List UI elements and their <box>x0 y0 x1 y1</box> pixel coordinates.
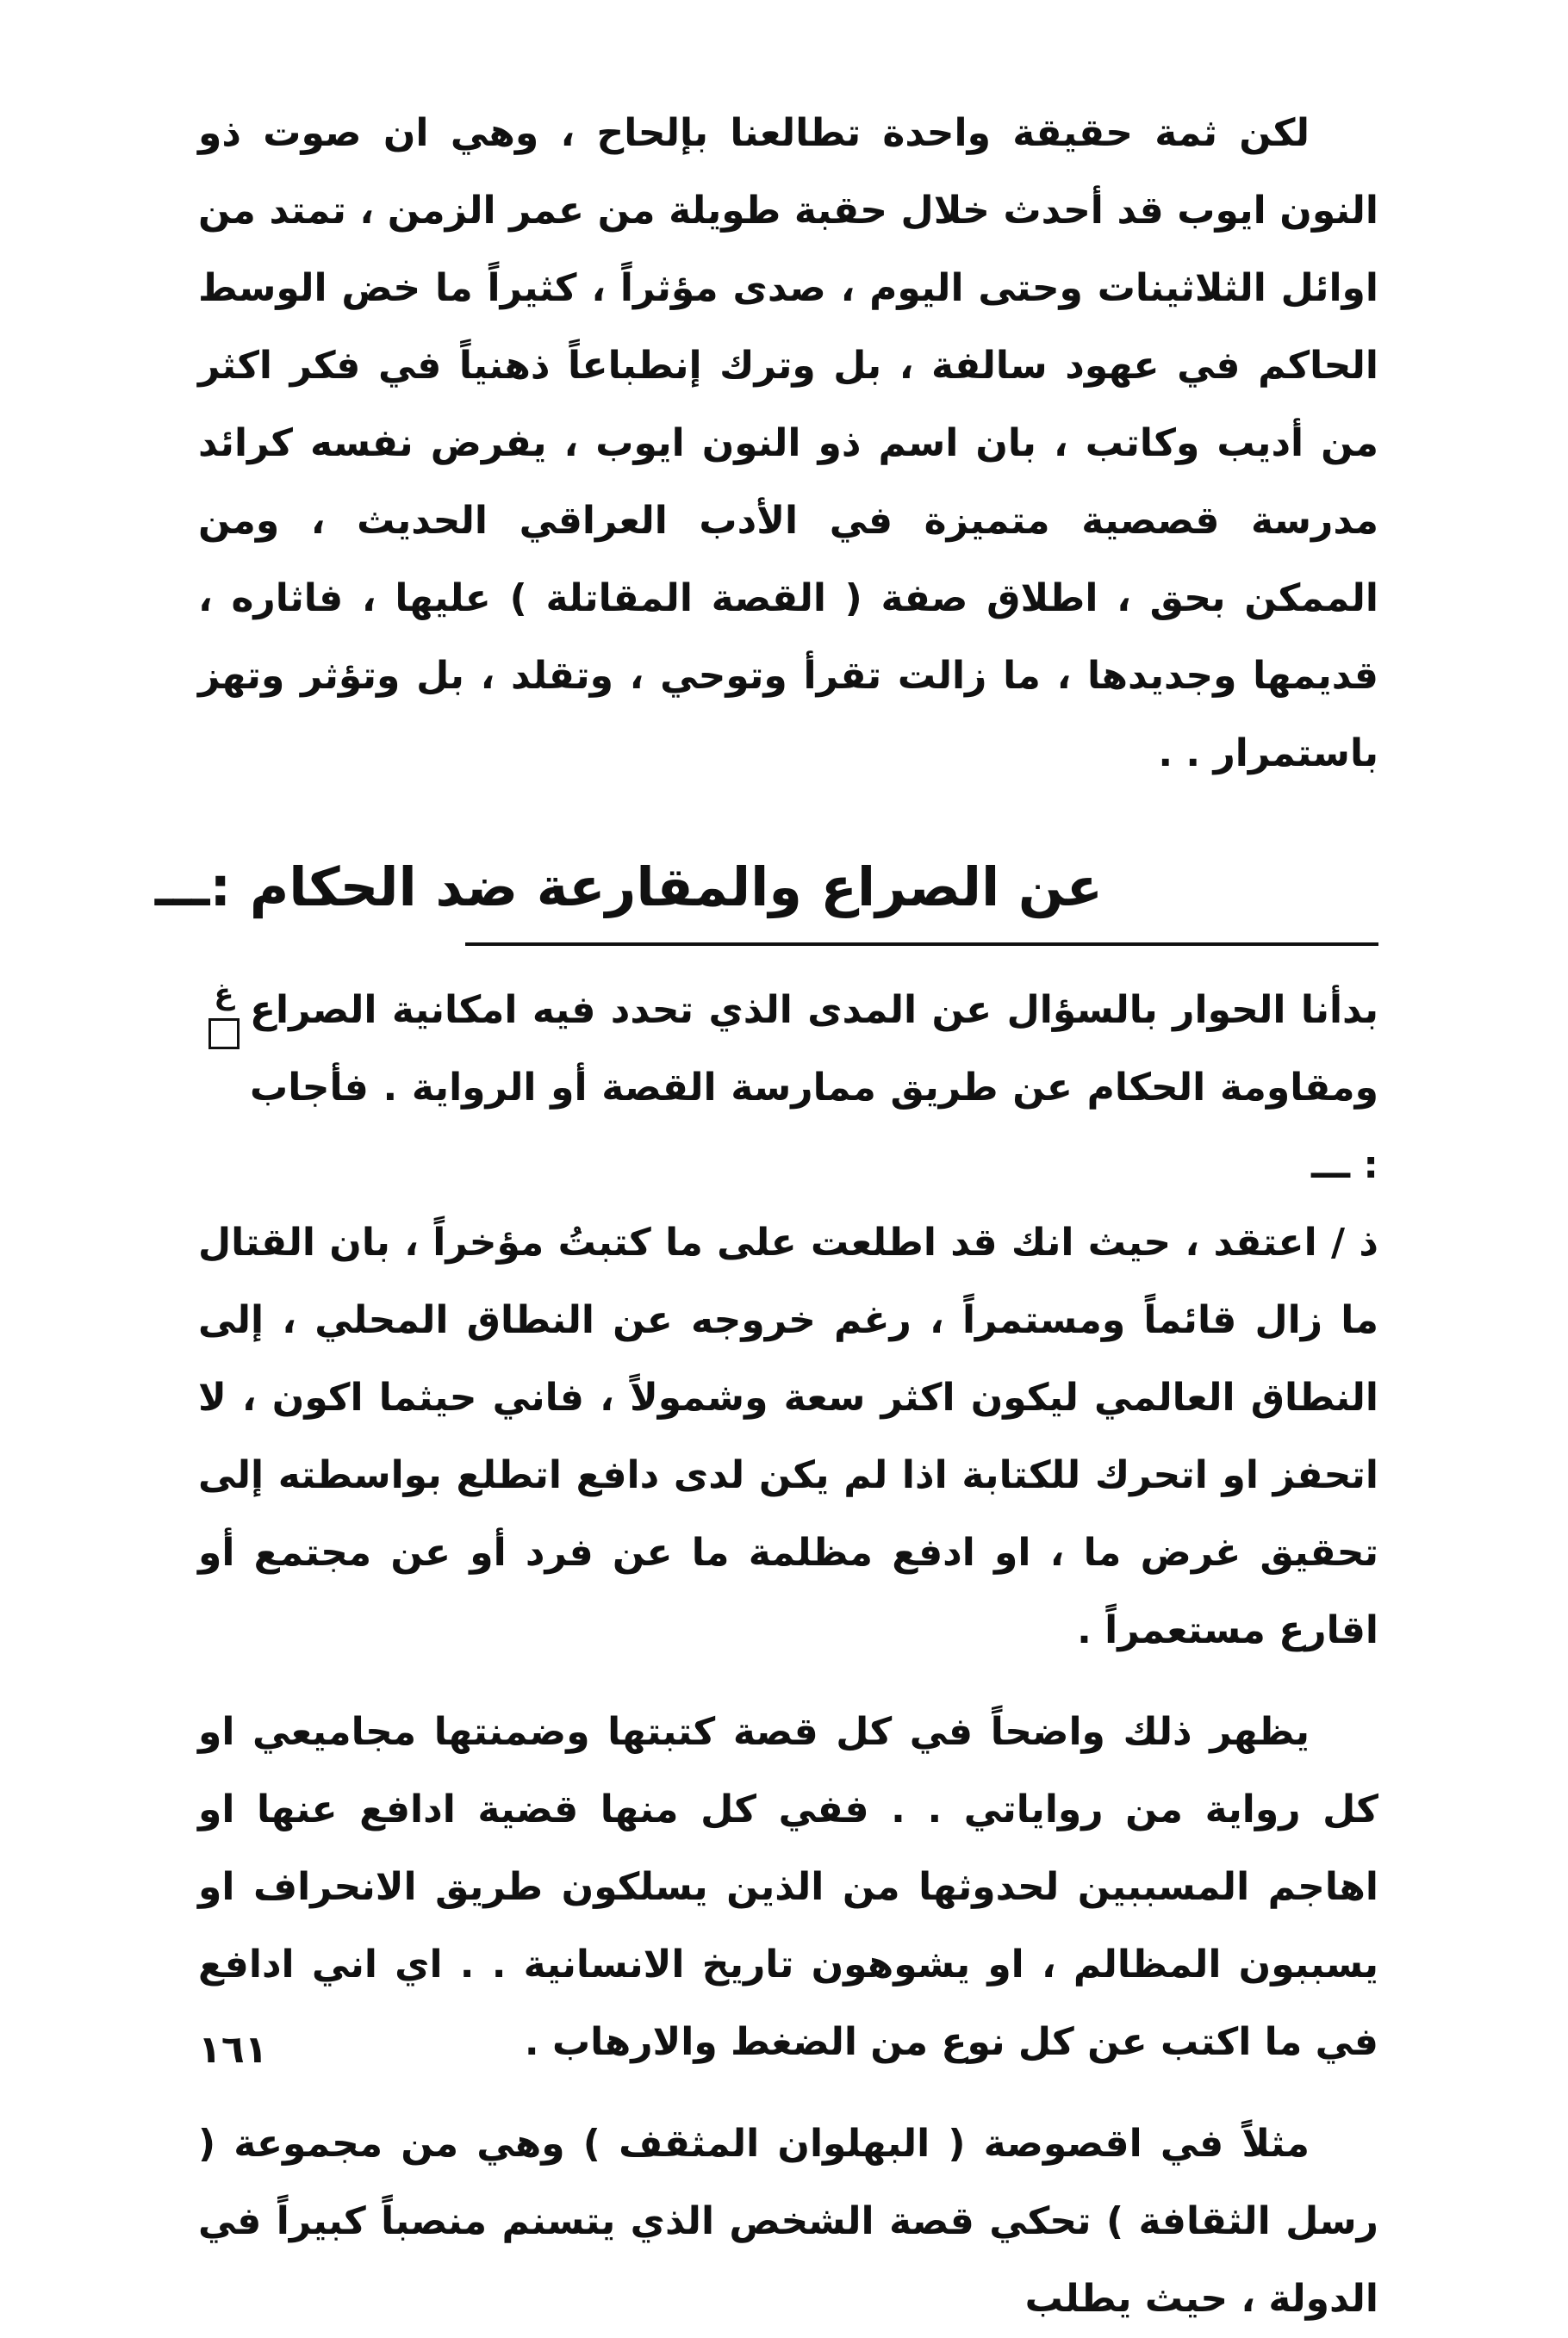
answer-paragraph: ذ / اعتقد ، حيث انك قد اطلعت على ما كتبتُ مؤخراً ، بان القتال ما زال قائماً ومستمراً ، رغم خروجه عن النطاق المحلي ، إلى النطاق العالمي ليكون اكثر سعة وشمولاً ، فاني حيثما اكون ، لا اتحفز او اتحرك للكتابة اذا لم يكن لدى دافع اتطلع بواسطته إلى تحقيق غرض ما ، او ادفع مظلمة ما عن فرد أو عن مجتمع أو اقارع مستعمراً . <box>198 1221 1378 1652</box>
body-paragraph: يظهر ذلك واضحاً في كل قصة كتبتها وضمنتها مجاميعي او كل رواية من رواياتي . . ففي كل منها قضية ادافع عنها او اهاجم المسببين لحدوثها من الذين يسلكون طريق الانحراف او يسببون المظالم ، او يشوهون تاريخ الانسانية . . اي اني ادافع في ما اكتب عن كل نوع من الضغط والارهاب . <box>198 1710 1378 2064</box>
section-heading: عن الصراع والمقارعة ضد الحكام :ـــ <box>154 855 1103 918</box>
body-paragraph: لكن ثمة حقيقة واحدة تطالعنا بإلحاح ، وهي ان صوت ذو النون ايوب قد أحدث خلال حقبة طويلة من عمر الزمن ، تمتد من اوائل الثلاثينات وحتى اليوم ، صدى مؤثراً ، كثيراً ما خض الوسط الحاكم في عهود سالفة ، بل وترك إنطباعاً ذهنياً في فكر اكثر من أديب وكاتب ، بان اسم ذو النون ايوب ، يفرض نفسه كرائد مدرسة قصصية متميزة في الأدب العراقي الحديث ، ومن الممكن بحق ، اطلاق صفة ( القصة المقاتلة ) عليها ، فاثاره ، قديمها وجديدها ، ما زالت تقرأ وتوحي ، وتقلد ، بل وتؤثر وتهز باستمرار . . <box>198 111 1378 775</box>
checkbox-square-icon <box>208 1018 240 1049</box>
question-text: بدأنا الحوار بالسؤال عن المدى الذي تحدد فيه امكانية الصراع ومقاومة الحكام عن طريق ممارسة القصة أو الرواية . فأجاب : ـــ <box>250 988 1378 1187</box>
question-block <box>198 972 1378 1204</box>
question-marker-letter: غ <box>214 977 234 1011</box>
question-marker <box>198 972 250 1049</box>
body-paragraph: مثلاً في اقصوصة ( البهلوان المثقف ) وهي من مجموعة ( رسل الثقافة ) تحكي قصة الشخص الذي يتسنم منصباً كبيراً في الدولة ، حيث يطلب <box>198 2122 1378 2321</box>
page-number: ١٦١ <box>198 2028 268 2072</box>
heading-underline <box>465 942 1378 946</box>
book-page <box>154 95 1378 2321</box>
